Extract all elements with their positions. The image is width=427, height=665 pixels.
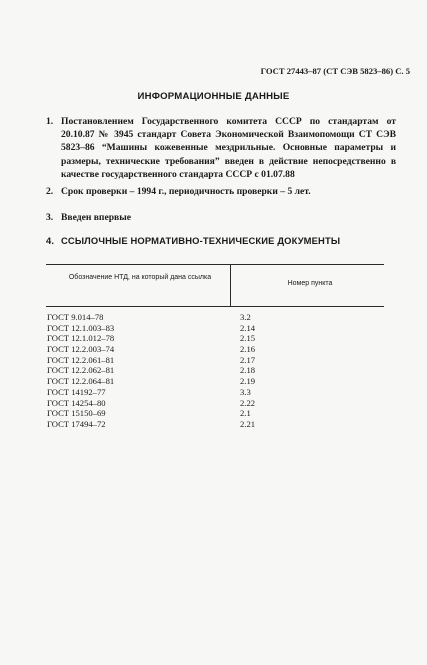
table-row [47, 312, 347, 323]
reference-table-body [47, 312, 347, 430]
point-number: 2.22 [240, 397, 256, 408]
document-designation: ГОСТ 17494–72 [47, 418, 106, 429]
info-item-3 [46, 211, 396, 224]
table-row [47, 355, 347, 366]
table-row [47, 408, 347, 419]
section-title: ИНФОРМАЦИОННЫЕ ДАННЫЕ [137, 91, 290, 102]
point-number: 2.16 [240, 344, 256, 355]
point-number: 2.18 [240, 365, 256, 376]
item-text: Введен впервые [61, 212, 131, 223]
table-row [47, 365, 347, 376]
document-designation: ГОСТ 12.2.061–81 [47, 354, 115, 365]
document-designation: ГОСТ 12.2.062–81 [47, 365, 115, 376]
item-number: 1. [46, 116, 54, 127]
item-text: Срок проверки – 1994 г., периодичность проверки – 5 лет. [61, 186, 311, 197]
point-number: 2.17 [240, 354, 256, 365]
table-header-document: Обозначение НТД, на который дана ссылка [68, 274, 212, 281]
point-number: 3.3 [240, 386, 251, 397]
table-column-divider [230, 264, 231, 307]
table-header-rule [46, 306, 384, 307]
document-designation: ГОСТ 15150–69 [47, 408, 106, 419]
info-item-4 [46, 234, 396, 247]
table-top-rule [46, 264, 384, 265]
point-number: 3.2 [240, 312, 251, 322]
page-header: ГОСТ 27443–87 (СТ СЭВ 5823–86) С. 5 [260, 66, 410, 76]
table-row [47, 323, 347, 334]
document-designation: ГОСТ 12.2.003–74 [47, 344, 115, 355]
table-row [47, 387, 347, 398]
info-item-2 [46, 185, 396, 198]
point-number: 2.1 [240, 408, 251, 419]
document-designation: ГОСТ 12.1.012–78 [47, 333, 115, 344]
table-row [47, 419, 347, 430]
point-number: 2.14 [240, 322, 256, 333]
item-number: 3. [46, 212, 54, 223]
table-row [47, 333, 347, 344]
point-number: 2.19 [240, 376, 256, 387]
info-item-1 [46, 115, 396, 181]
document-designation: ГОСТ 14254–80 [47, 397, 106, 408]
document-designation: ГОСТ 12.1.003–83 [47, 322, 115, 333]
point-number: 2.21 [240, 418, 256, 429]
point-number: 2.15 [240, 333, 256, 344]
table-row [47, 398, 347, 409]
document-designation: ГОСТ 9.014–78 [47, 312, 104, 322]
table-header-point: Номер пункта [287, 280, 333, 287]
item-text: Постановлением Государственного комитета СССР по стандартам от 20.10.87 № 3945 стандарт Совета Экономической Взаимопомощи СТ СЭВ 5823–86 “Машины кожевенные мездрильные. Основные параметры и размеры, технические требования” введен в действие непосредственно в качестве государственного стандарта СССР с 01.07.88 [61, 116, 396, 180]
document-designation: ГОСТ 12.2.064–81 [47, 376, 115, 387]
document-designation: ГОСТ 14192–77 [47, 386, 106, 397]
table-row [47, 376, 347, 387]
item-number: 4. [46, 235, 55, 246]
item-number: 2. [46, 186, 54, 197]
item-text: ССЫЛОЧНЫЕ НОРМАТИВНО-ТЕХНИЧЕСКИЕ ДОКУМЕНТЫ [61, 235, 341, 246]
table-row [47, 344, 347, 355]
